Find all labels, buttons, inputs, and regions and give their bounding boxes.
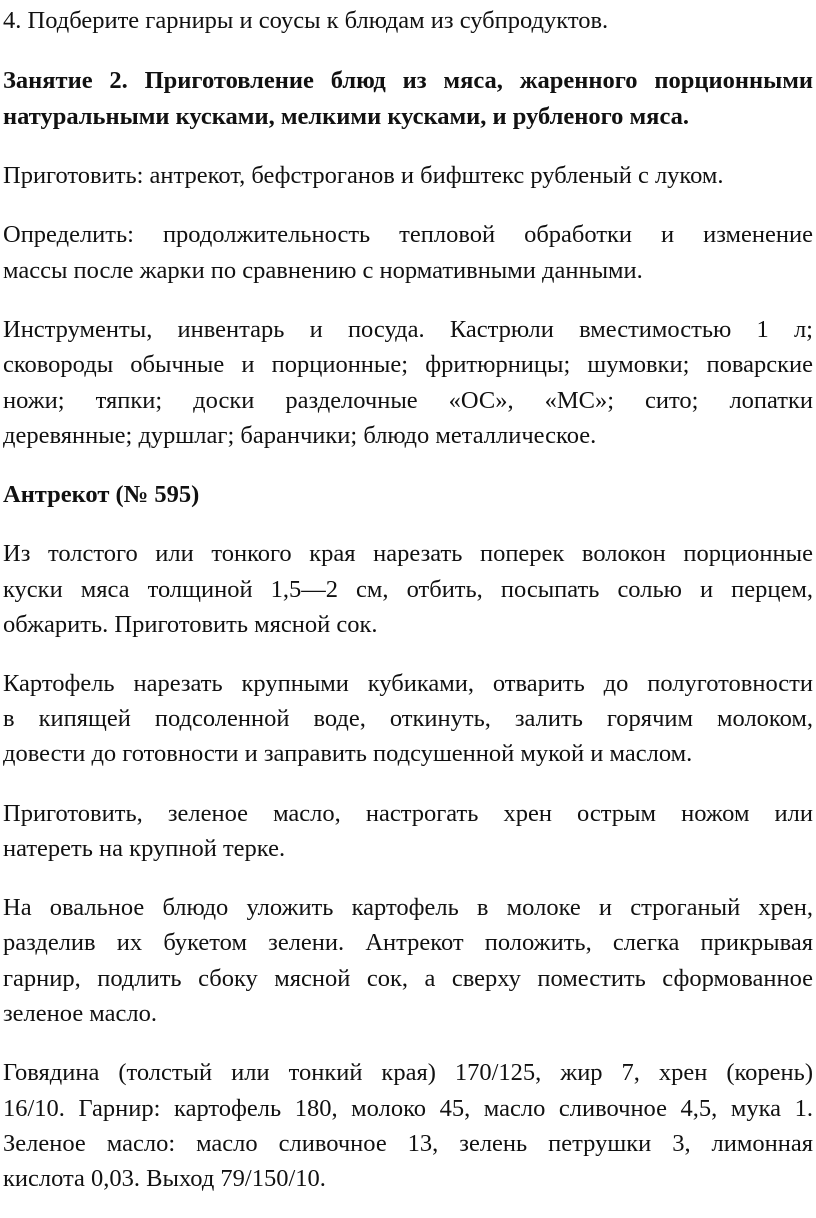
text-line: ножи; тяпки; доски разделочные «ОС», «МС»; сито; лопатки xyxy=(3,387,813,414)
heading-line: Занятие 2. Приготовление блюд из мяса, жаренного порционными xyxy=(3,67,813,94)
text-line: разделив их букетом зелени. Антрекот положить, слегка прикрывая xyxy=(3,929,813,956)
heading-line: натуральными кусками, мелкими кусками, и рубленого мяса. xyxy=(3,103,689,130)
text-line: деревянные; дуршлаг; баранчики; блюдо металлическое. xyxy=(3,422,597,449)
text-line: Инструменты, инвентарь и посуда. Кастрюли вместимостью 1 л; xyxy=(3,316,813,343)
text-line: куски мяса толщиной 1,5—2 см, отбить, посыпать солью и перцем, xyxy=(3,576,813,603)
text-line: кислота 0,03. Выход 79/150/10. xyxy=(3,1165,326,1192)
text-line: обжарить. Приготовить мясной сок. xyxy=(3,611,378,638)
text-line: Приготовить: антрекот, бефстроганов и бифштекс рубленый с луком. xyxy=(3,162,724,189)
text-line: 16/10. Гарнир: картофель 180, молоко 45, масло сливочное 4,5, мука 1. xyxy=(3,1095,813,1122)
text-line: сковороды обычные и порционные; фритюрницы; шумовки; поварские xyxy=(3,351,813,378)
heading-line: Антрекот (№ 595) xyxy=(3,481,200,508)
text-line: натереть на крупной терке. xyxy=(3,835,286,862)
text-line: зеленое масло. xyxy=(3,1000,157,1027)
text-line: Зеленое масло: масло сливочное 13, зелень петрушки 3, лимонная xyxy=(3,1130,813,1157)
text-line: Из толстого или тонкого края нарезать поперек волокон порционные xyxy=(3,540,813,567)
text-line: гарнир, подлить сбоку мясной сок, а сверху поместить сформованное xyxy=(3,965,813,992)
text-line: Определить: продолжительность тепловой обработки и изменение xyxy=(3,221,813,248)
text-line: массы после жарки по сравнению с нормативными данными. xyxy=(3,257,643,284)
text-line: Картофель нарезать крупными кубиками, отварить до полуготовности xyxy=(3,670,813,697)
text-line: Говядина (толстый или тонкий края) 170/125, жир 7, хрен (корень) xyxy=(3,1059,813,1086)
text-line: довести до готовности и заправить подсушенной мукой и маслом. xyxy=(3,740,693,767)
text-line: в кипящей подсоленной воде, откинуть, залить горячим молоком, xyxy=(3,705,813,732)
text-line: Приготовить, зеленое масло, настрогать хрен острым ножом или xyxy=(3,800,813,827)
text-line: На овальное блюдо уложить картофель в молоке и строганый хрен, xyxy=(3,894,813,921)
text-line: 4. Подберите гарниры и соусы к блюдам из субпродуктов. xyxy=(3,7,609,34)
